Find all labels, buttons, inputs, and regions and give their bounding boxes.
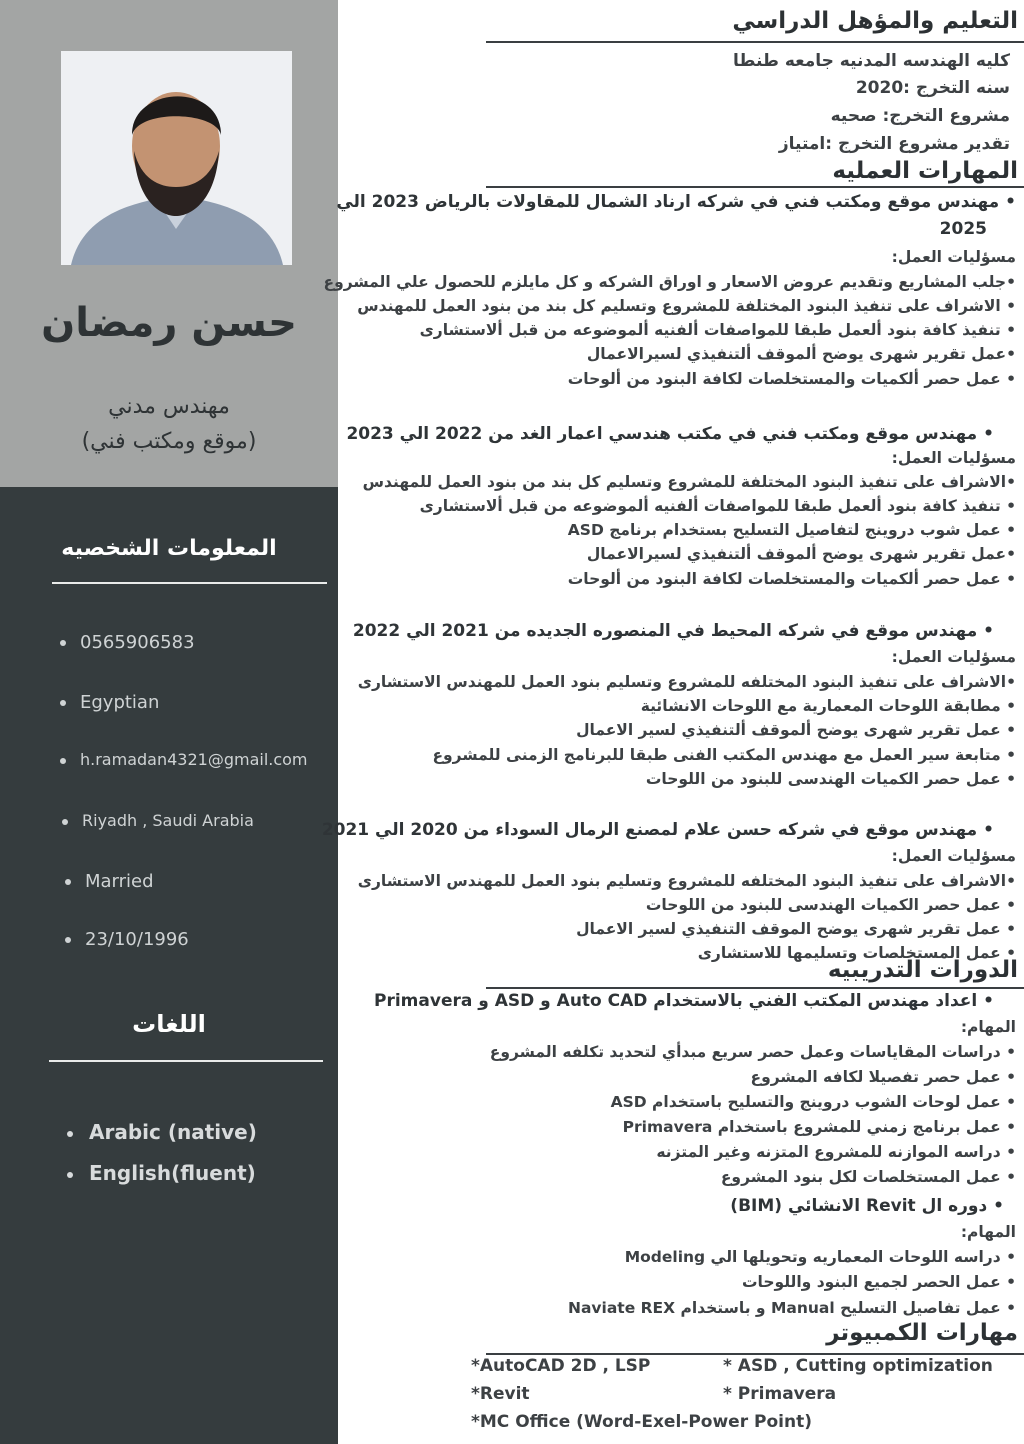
profile-photo	[61, 51, 292, 265]
computer-skill: *Revit	[471, 1384, 530, 1404]
job-title-line: • مهندس موقع في شركه حسن علام لمصنع الرمال السوداء من 2020 الي 2021	[321, 820, 994, 840]
responsibility-item: •جلب المشاريع وتقديم عروض الاسعار و اوراق الشركه و كل مايلزم للحصول علي المشروع	[323, 273, 1016, 291]
languages-heading: اللغات	[132, 1010, 206, 1038]
phone-item: 0565906583	[60, 632, 195, 653]
courses-divider	[486, 987, 1024, 989]
computer-skills-divider	[486, 1353, 1024, 1355]
person-photo-icon	[61, 51, 292, 265]
responsibilities-label: مسؤليات العمل:	[891, 248, 1016, 266]
bullet-icon	[65, 937, 71, 943]
responsibility-item: • عمل حصر ألكميات والمستخلصات لكافة البنود من ألوحات	[567, 570, 1016, 588]
responsibility-item: • عمل تقرير شهرى يوضح ألموقف ألتنفيذي لسير الاعمال	[576, 721, 1016, 739]
course-title: • دوره ال Revit الانشائي (BIM)	[730, 1196, 1004, 1216]
tasks-label: المهام:	[960, 1018, 1016, 1036]
task-item: • عمل برنامج زمني للمشروع باستخدام Primavera	[622, 1118, 1016, 1136]
task-item: • عمل المستخلصات لكل بنود المشروع	[720, 1168, 1016, 1186]
task-item: • عمل لوحات الشوب دروينج والتسليح باستخدام ASD	[610, 1093, 1016, 1111]
person-name: حسن رمضان	[41, 300, 297, 346]
experience-divider	[486, 186, 1024, 188]
responsibility-item: • عمل تقرير شهرى يوضح الموقف التنفيذي لسير الاعمال	[576, 920, 1016, 938]
responsibility-item: • الاشراف على تنفيذ البنود المختلفة للمشروع وتسليم كل بند من بنود العمل للمهندس	[357, 297, 1016, 315]
responsibility-item: •عمل تقرير شهرى يوضح ألموقف ألتنفيذي لسيرالاعمال	[586, 345, 1016, 363]
responsibilities-label: مسؤليات العمل:	[891, 648, 1016, 666]
marital-status-item: Married	[65, 871, 154, 892]
main-content	[321, 0, 1024, 1444]
languages-divider	[49, 1060, 323, 1062]
responsibility-item: • مطابقة اللوحات المعمارية مع اللوحات الانشائية	[640, 697, 1016, 715]
personal-info-heading: المعلومات الشخصيه	[61, 536, 277, 561]
course-title: • اعداد مهندس المكتب الفني بالاستخدام Auto CAD و ASD و Primavera	[374, 991, 994, 1011]
responsibility-item: • متابعة سير العمل مع مهندس المكتب الفنى طبقا للبرنامج الزمنى للمشروع	[432, 746, 1016, 764]
task-item: • عمل تفاصيل التسليح Manual و باستخدام Naviate REX	[568, 1299, 1016, 1317]
education-line: تقدير مشروع التخرج :امتياز	[778, 134, 1010, 154]
job-title-line: • مهندس موقع ومكتب فني في مكتب هندسي اعمار الغد من 2022 الي 2023	[346, 424, 994, 444]
bullet-icon	[60, 700, 66, 706]
responsibility-item: • عمل حصر الكميات الهندسى للبنود من اللوحات	[645, 770, 1016, 788]
responsibility-item: • تنفيذ كافة بنود ألعمل طبقا للمواصفات ألفنيه ألموضوعه من قبل ألاستشارى	[419, 321, 1016, 339]
task-item: • دراسات المقاياسات وعمل حصر سريع مبدأي لتحديد تكلفه المشروع	[489, 1043, 1016, 1061]
language-item: English(fluent)	[67, 1161, 256, 1185]
courses-heading: الدورات التدريبيه	[827, 957, 1018, 983]
bullet-icon	[62, 819, 68, 825]
task-item: • دراسه اللوحات المعماريه وتحويلها الي Modeling	[624, 1248, 1016, 1266]
tasks-label: المهام:	[960, 1223, 1016, 1241]
language-item: Arabic (native)	[67, 1120, 257, 1144]
job-title-line: • مهندس موقع في شركه المحيط في المنصوره الجديده من 2021 الي 2022	[352, 621, 994, 641]
bullet-icon	[67, 1131, 73, 1137]
computer-skill: *AutoCAD 2D , LSP	[471, 1356, 651, 1376]
sidebar-info-panel	[0, 487, 338, 1444]
job-title-line: • مهندس موقع ومكتب فني في شركه ارناد الشمال للمقاولات بالرياض 2023 الي	[336, 192, 1016, 212]
job-title-line: 2025	[939, 219, 987, 239]
bullet-icon	[60, 640, 66, 646]
education-line: مشروع التخرج: صحيه	[830, 106, 1010, 126]
responsibility-item: •الاشراف على تنفيذ البنود المختلفة للمشروع وتسليم كل بند من بنود العمل للمهندس	[362, 473, 1016, 491]
task-item: • عمل حصر تفصيلا لكافه المشروع	[750, 1068, 1016, 1086]
bullet-icon	[65, 879, 71, 885]
job-title-detail: (موقع ومكتب فني)	[81, 429, 257, 454]
nationality-item: Egyptian	[60, 692, 159, 713]
computer-skills-heading: مهارات الكمبيوتر	[826, 1320, 1018, 1346]
bullet-icon	[67, 1172, 73, 1178]
responsibilities-label: مسؤليات العمل:	[891, 847, 1016, 865]
task-item: • دراسه الموازنه للمشروع المتزنه وغير المتزنه	[656, 1143, 1016, 1161]
birthdate-item: 23/10/1996	[65, 929, 189, 950]
responsibility-item: • عمل حصر الكميات الهندسى للبنود من اللوحات	[645, 896, 1016, 914]
responsibility-item: • عمل شوب دروينج لتفاصيل التسليح بستخدام برنامج ASD	[567, 521, 1016, 539]
responsibility-item: •الاشراف على تنفيذ البنود المختلفه للمشروع وتسليم بنود العمل للمهندس الاستشارى	[357, 673, 1016, 691]
responsibility-item: • عمل حصر ألكميات والمستخلصات لكافة البنود من ألوحات	[567, 370, 1016, 388]
education-divider	[486, 41, 1024, 43]
bullet-icon	[60, 758, 66, 764]
education-line: كليه الهندسه المدنيه جامعه طنطا	[733, 51, 1010, 71]
job-title: مهندس مدني	[108, 394, 230, 419]
responsibility-item: •الاشراف على تنفيذ البنود المختلفه للمشروع وتسليم بنود العمل للمهندس الاستشارى	[357, 872, 1016, 890]
education-line: سنه التخرج :2020	[855, 78, 1010, 98]
education-heading: التعليم والمؤهل الدراسي	[732, 8, 1018, 34]
responsibility-item: •عمل تقرير شهرى يوضح ألموقف ألتنفيذي لسيرالاعمال	[586, 545, 1016, 563]
experience-heading: المهارات العمليه	[832, 158, 1018, 184]
responsibility-item: • عمل المستخلصات وتسليمها للاستشارى	[697, 944, 1016, 962]
personal-info-divider	[52, 582, 327, 584]
responsibility-item: • تنفيذ كافة بنود ألعمل طبقا للمواصفات ألفنيه ألموضوعه من قبل ألاستشارى	[419, 497, 1016, 515]
task-item: • عمل الحصر لجميع البنود واللوحات	[741, 1273, 1016, 1291]
computer-skill: * ASD , Cutting optimization	[723, 1356, 993, 1376]
computer-skill: * Primavera	[723, 1384, 837, 1404]
responsibilities-label: مسؤليات العمل:	[891, 449, 1016, 467]
email-item: h.ramadan4321@gmail.com	[60, 750, 308, 769]
location-item: Riyadh , Saudi Arabia	[62, 811, 254, 830]
computer-skill: *MC Office (Word-Exel-Power Point)	[471, 1412, 812, 1432]
